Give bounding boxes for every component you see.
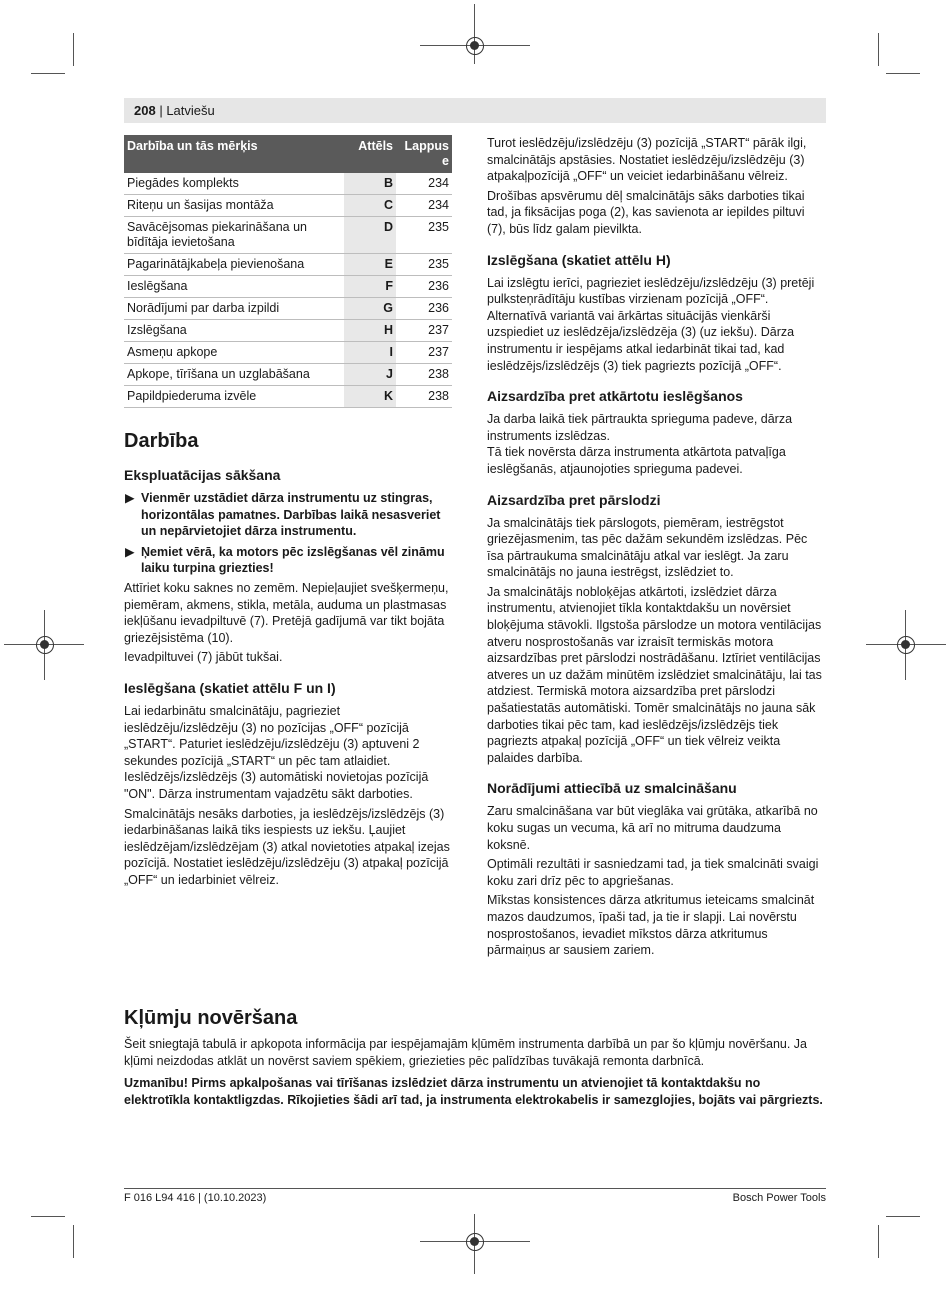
cell-page: 235 — [396, 254, 452, 276]
paragraph: Ja smalcinātājs tiek pārslogots, piemēram, iestrēgstot griezējasmenim, tas pēc dažām sekundēm izslēdzas. Pēc īsa pārtraukuma smalcinātāju atkal var ieslēgt. Ja zaru smalcinātājs no jauna iestrēgst, izslēdziet to. — [487, 515, 808, 580]
bullet-text: Ņemiet vērā, ka motors pēc izslēgšanas vēl zināmu laiku turpina griezties! — [141, 544, 445, 576]
table-row — [124, 320, 452, 342]
crop-mark — [31, 1216, 65, 1217]
cell-operation: Ieslēgšana — [124, 276, 344, 298]
table-row — [124, 364, 452, 386]
registration-mark-icon — [897, 636, 915, 654]
heading-darbiba: Darbība — [124, 430, 199, 452]
cell-page: 236 — [396, 276, 452, 298]
cell-figure: G — [344, 298, 396, 320]
right-column — [487, 135, 826, 959]
paragraph: Drošības apsvērumu dēļ smalcinātājs sāks darboties tikai tad, ja fiksācijas poga (2), kas savienota ar iepildes piltuvi (7), būs līdz galam pievilkta. — [487, 188, 805, 236]
cell-figure: H — [344, 320, 396, 342]
language-label: Latviešu — [166, 103, 215, 118]
cell-operation: Izslēgšana — [124, 320, 344, 342]
paragraph: Ja smalcinātājs nobloķējas atkārtoti, izslēdziet dārza instrumentu, atvienojiet tīkla kontaktdakšu un novērsiet bloķējuma stāvokli. Ilgstoša pārslodze un motora ventilācijas atveru nosprostošanās var izraisīt termiskās motora aizsardzības pret pārslodzi nostrādāšanu. Iztīriet ventilācijas atveres un uz dažām minūtēm izslēdziet smalcinātāju, lai tas atdziest. Termiskā motora aizsardzība pret pārslodzi pašatiestatās automātiski. Tomēr smalcinātājs no jauna sāk darboties tikai pēc tam, kad ieslēdzējs/izslēdzējs tiek pagriezts atpakaļ pozīcijā „OFF“ un tiek vēlreiz veikta palaides darbība. — [487, 584, 822, 765]
col-header-operation: Darbība un tās mērķis — [124, 135, 344, 173]
cell-figure: C — [344, 195, 396, 217]
paragraph: Ievadpiltuvei (7) jābūt tukšai. — [124, 650, 283, 665]
table-row — [124, 173, 452, 195]
crop-mark — [878, 1225, 879, 1258]
table-row — [124, 342, 452, 364]
crop-mark — [886, 1216, 920, 1217]
table-row — [124, 276, 452, 298]
cell-operation: Riteņu un šasijas montāža — [124, 195, 344, 217]
cell-figure: B — [344, 173, 396, 195]
crop-mark — [878, 33, 879, 66]
cell-page: 237 — [396, 342, 452, 364]
bullet-item — [124, 490, 452, 540]
footer-divider — [124, 1188, 826, 1189]
paragraph: Optimāli rezultāti ir sasniedzami tad, ja tiek smalcināti svaigi koku zari drīz pēc to apgriešanas. — [487, 857, 819, 888]
bullet-item — [124, 544, 452, 577]
cell-figure: K — [344, 386, 396, 408]
operations-table — [124, 135, 452, 408]
registration-mark-icon — [466, 1233, 484, 1251]
paragraph: Tā tiek novērsta dārza instrumenta atkārtota patvaļīga ieslēgšanās, atjaunojoties sprieguma padevei. — [487, 445, 786, 476]
paragraph: Lai izslēgtu ierīci, pagrieziet ieslēdzēju/izslēdzēju (3) pretēji pulksteņrādītāju kustības virzienam pozīcijā „OFF“. Alternatīvā variantā vai ārkārtas situācijās vienkārši uzspiediet uz ieslēdzēja/izslēdzēja (3) (uz iekšu). Dārza instrumentu ir iespējams atkal iedarbināt tikai tad, kad ieslēdzējs/izslēdzējs (3) tiek pagriezts pozīcijā „OFF“. — [487, 275, 815, 373]
cell-figure: J — [344, 364, 396, 386]
col-header-figure: Attēls — [344, 135, 396, 173]
heading-izslegsana: Izslēgšana (skatiet attēlu H) — [487, 251, 671, 268]
bullet-text: Vienmēr uzstādiet dārza instrumentu uz stingras, horizontālas pamatnes. Darbības laikā nesasveriet un nepārvietojiet dārza instrumentu. — [141, 491, 441, 539]
crop-mark — [31, 73, 65, 74]
heading-ieslegsana: Ieslēgšana (skatiet attēlu F un I) — [124, 679, 336, 696]
troubleshooting-section — [124, 1005, 829, 1108]
registration-mark-icon — [36, 636, 54, 654]
paragraph: Attīriet koku saknes no zemēm. Nepieļaujiet svešķermeņu, piemēram, akmens, stikla, metāla, auduma un plastmasas iekļūšanu ievadpiltuvē (7). Pretējā gadījumā var tikt bojāta griezējsistēma (10). — [124, 580, 449, 645]
cell-operation: Piegādes komplekts — [124, 173, 344, 195]
page-header: 208 | Latviešu — [134, 103, 215, 118]
cell-figure: D — [344, 217, 396, 254]
cell-figure: F — [344, 276, 396, 298]
cell-operation: Asmeņu apkope — [124, 342, 344, 364]
paragraph: Šeit sniegtajā tabulā ir apkopota informācija par iespējamajām kļūmēm instrumenta darbībā un par šo kļūmju novēršanu. Ja kļūmi neizdodas atklāt un novērst saviem spēkiem, griezieties pēc palīdzības tuvākajā remonta darbnīcā. — [124, 1037, 807, 1068]
heading-noradijumi: Norādījumi attiecībā uz smalcināšanu — [487, 780, 737, 797]
header-bar — [124, 98, 826, 123]
cell-figure: I — [344, 342, 396, 364]
cell-page: 234 — [396, 195, 452, 217]
footer-doc-code: F 016 L94 416 | (10.10.2023) — [124, 1192, 267, 1204]
paragraph: Lai iedarbinātu smalcinātāju, pagrieziet ieslēdzēju/izslēdzēju (3) no pozīcijas „OFF“ pozīcijā „START“. Paturiet ieslēdzēju/izslēdzēju (3) aptuveni 2 sekundes pozīcijā „START“ un pēc tam atlaidiet. Ieslēdzējs/izslēdzējs (3) automātiski novietojas pozīcijā "ON". Dārza instrumentam vajadzētu sākt darboties. — [124, 703, 429, 801]
paragraph: Ja darba laikā tiek pārtraukta sprieguma padeve, dārza instruments izslēdzas. — [487, 412, 793, 443]
registration-mark-icon — [466, 37, 484, 55]
table-row — [124, 195, 452, 217]
cell-operation: Pagarinātājkabeļa pievienošana — [124, 254, 344, 276]
left-column — [124, 135, 452, 888]
paragraph: Mīkstas konsistences dārza atkritumus ieteicams smalcināt mazos daudzumos, īpaši tad, ja tie ir slapji. Lai novērstu nosprostošanos, ievadiet mīkstos dārza atkritumus pārmaiņus ar sausiem zariem. — [487, 893, 815, 958]
cell-page: 236 — [396, 298, 452, 320]
heading-parslodze: Aizsardzība pret pārslodzi — [487, 491, 661, 508]
table-row — [124, 254, 452, 276]
warning-text: Uzmanību! Pirms apkalpošanas vai tīrīšanas izslēdziet dārza instrumentu un atvienojiet tā kontaktdakšu no elektrotīkla kontaktligzdas. Rīkojieties šādi arī tad, ja instrumenta elektrokabelis ir samezglojies, bojāts vai pārgriezts. — [124, 1076, 823, 1107]
cell-operation: Apkope, tīrīšana un uzglabāšana — [124, 364, 344, 386]
cell-page: 235 — [396, 217, 452, 254]
table-row — [124, 217, 452, 254]
crop-mark — [73, 1225, 74, 1258]
heading-atkartota: Aizsardzība pret atkārtotu ieslēgšanos — [487, 388, 743, 405]
table-row — [124, 386, 452, 408]
cell-page: 238 — [396, 386, 452, 408]
crop-mark — [73, 33, 74, 66]
col-header-page: Lappuse — [396, 135, 452, 173]
paragraph: Smalcinātājs nesāks darboties, ja ieslēdzējs/izslēdzējs (3) iedarbināšanas laikā tiks iespiests uz iekšu. Ļaujiet ieslēdzējam/izslēdzējam (3) atkal novietoties atpakaļ izejas pozīcijā. Nostatiet ieslēdzēju/izslēdzēju (3) atpakaļ pozīcijā „OFF“ un iedarbiniet vēlreiz. — [124, 806, 450, 887]
cell-operation: Papildpiederuma izvēle — [124, 386, 344, 408]
heading-klumju-noversana: Kļūmju novēršana — [124, 1007, 298, 1029]
cell-operation: Norādījumi par darba izpildi — [124, 298, 344, 320]
cell-page: 234 — [396, 173, 452, 195]
heading-ekspluatacija: Ekspluatācijas sākšana — [124, 467, 281, 483]
cell-page: 238 — [396, 364, 452, 386]
bullet-triangle-icon: ▶ — [125, 544, 135, 559]
footer-brand: Bosch Power Tools — [732, 1192, 826, 1204]
registration-mark-line — [474, 4, 475, 64]
paragraph: Turot ieslēdzēju/izslēdzēju (3) pozīcijā „START“ pārāk ilgi, smalcinātājs apstāsies. Nostatiet ieslēdzēju/izslēdzēju (3) atpakaļpozīcijā „OFF“ un veiciet iedarbināšanu vēlreiz. — [487, 136, 807, 184]
bullet-triangle-icon: ▶ — [125, 491, 135, 505]
table-row — [124, 298, 452, 320]
cell-page: 237 — [396, 320, 452, 342]
crop-mark — [886, 73, 920, 74]
paragraph: Zaru smalcināšana var būt vieglāka vai grūtāka, atkarībā no koku sugas un vecuma, kā arī no mitruma daudzuma koksnē. — [487, 804, 818, 852]
cell-figure: E — [344, 254, 396, 276]
table-header-row — [124, 135, 452, 173]
cell-operation: Savācējsomas piekarināšana un bīdītāja ievietošana — [124, 217, 344, 254]
page-number: 208 — [134, 103, 156, 118]
